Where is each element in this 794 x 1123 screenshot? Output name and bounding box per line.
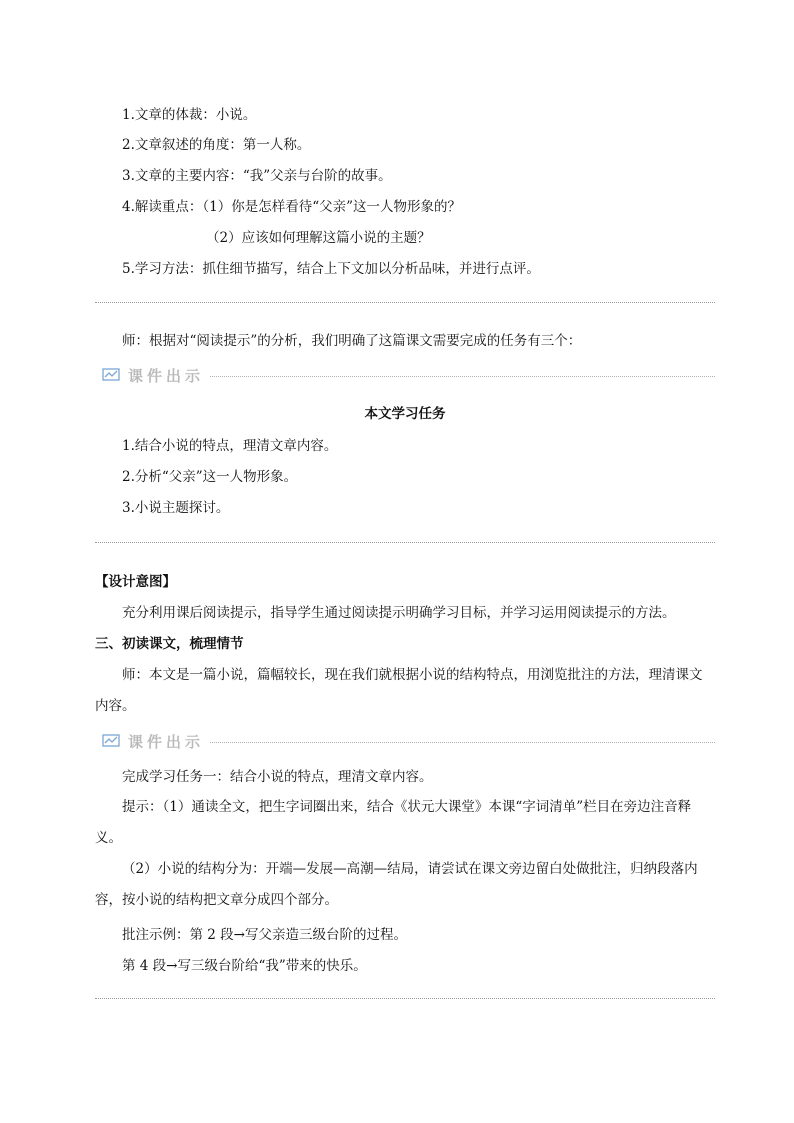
- dotted-divider: [95, 998, 715, 999]
- dotted-divider: [95, 302, 715, 303]
- text-key-points-2: （2）应该如何理解这篇小说的主题？: [206, 230, 431, 246]
- text-genre: 1.文章的体裁：小说。: [122, 107, 257, 123]
- task-one-tip2: （2）小说的结构分为：开端—发展—高潮—结局，请尝试在课文旁边留白处做批注，归纳段落内容，按小说的结构把文章分成四个部分。: [95, 861, 698, 908]
- task-item-2: 2.分析“父亲”这一人物形象。: [122, 469, 298, 485]
- text-study-method: 5.学习方法：抓住细节描写，结合上下文加以分析品味，并进行点评。: [122, 261, 540, 277]
- task-item-3: 3.小说主题探讨。: [122, 500, 230, 516]
- task-one-line: 完成学习任务一：结合小说的特点，理清文章内容。: [122, 769, 433, 785]
- teacher-intro: 师：根据对“阅读提示”的分析，我们明确了这篇课文需要完成的任务有三个：: [122, 333, 582, 349]
- section3-paragraph: 师：本文是一篇小说，篇幅较长，现在我们就根据小说的结构特点，用浏览批注的方法，理清课文内容。: [95, 667, 703, 714]
- annotation-example-1: 批注示例：第 2 段→写父亲造三级台阶的过程。: [122, 927, 407, 943]
- courseware-banner: [102, 732, 715, 752]
- banner-rule: [210, 742, 715, 743]
- task-item-1: 1.结合小说的特点，理清文章内容。: [122, 438, 338, 454]
- tasks-title: 本文学习任务: [364, 406, 446, 422]
- text-main-content: 3.文章的主要内容：“我”父亲与台阶的故事。: [122, 168, 392, 184]
- banner-label: 课件出示: [128, 733, 205, 751]
- task-one-tip1: 提示：（1）通读全文，把生字词圈出来，结合《状元大课堂》本课“字词清单”栏目在旁边注音释义。: [95, 799, 692, 846]
- dotted-divider: [95, 542, 715, 543]
- banner-rule: [210, 376, 715, 377]
- design-text: 充分利用课后阅读提示，指导学生通过阅读提示明确学习目标，并学习运用阅读提示的方法。: [122, 605, 676, 621]
- banner-label: 课件出示: [128, 367, 205, 385]
- annotation-example-2: 第 4 段→写三级台阶给“我”带来的快乐。: [122, 958, 367, 974]
- section3-heading: 三、初读课文，梳理情节: [95, 636, 244, 652]
- design-heading: 【设计意图】: [95, 574, 176, 590]
- text-key-points: 4.解读重点：（1）你是怎样看待“父亲”这一人物形象的？: [122, 199, 462, 215]
- text-perspective: 2.文章叙述的角度：第一人称。: [122, 137, 311, 153]
- courseware-banner: [102, 366, 715, 386]
- chart-board-icon: [102, 734, 120, 748]
- chart-board-icon: [102, 368, 120, 382]
